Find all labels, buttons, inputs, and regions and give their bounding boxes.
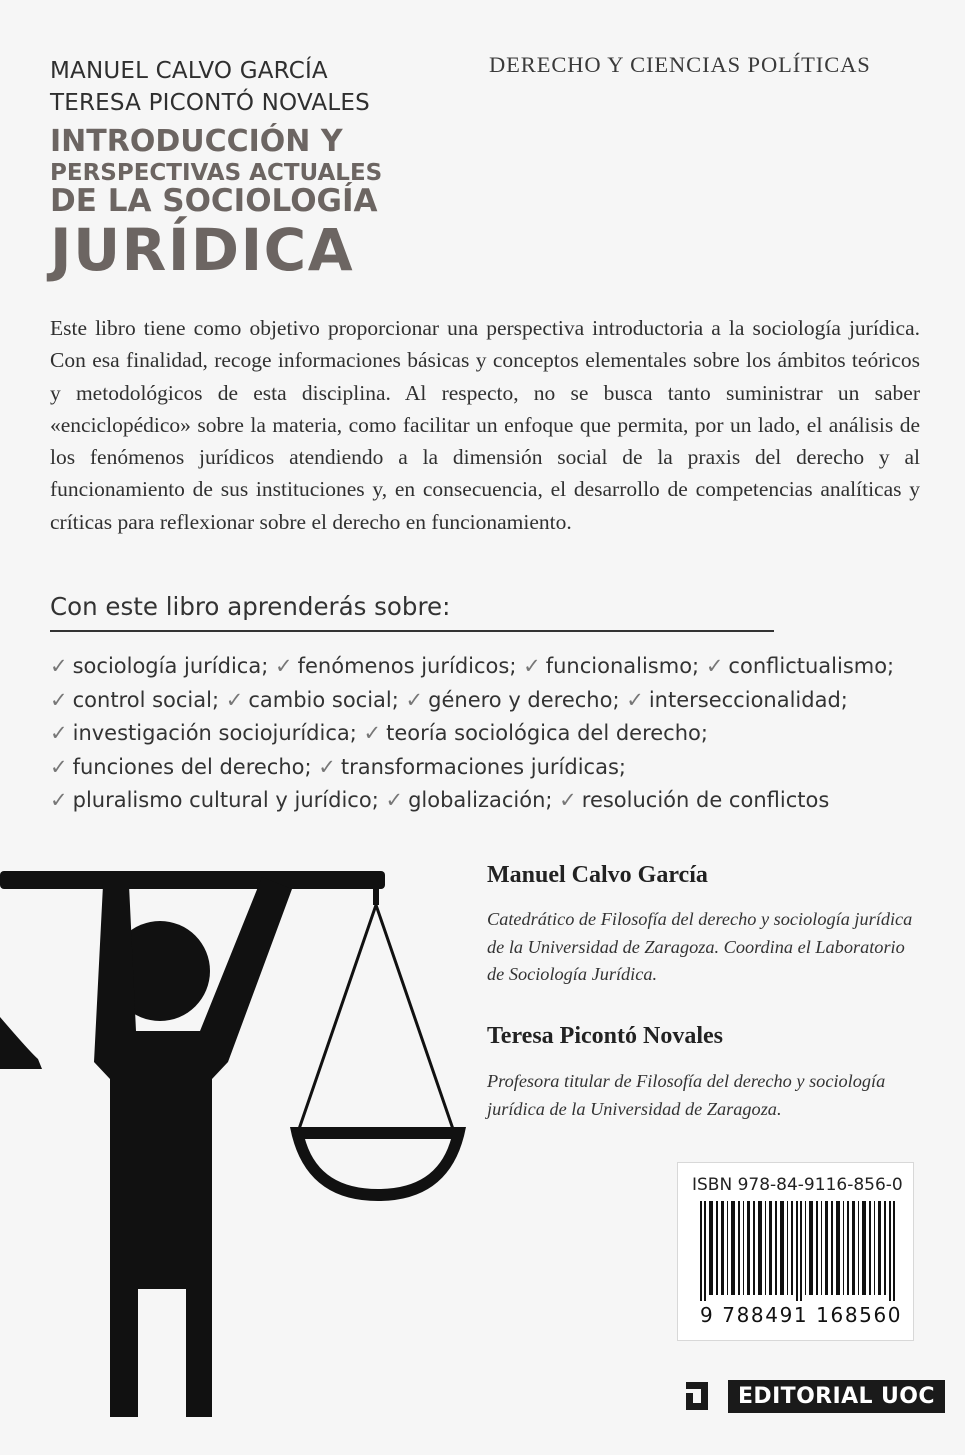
isbn-panel (677, 1162, 914, 1341)
checkmark-icon: ✓ (523, 654, 541, 678)
publisher-prefix: EDITORIAL (738, 1383, 873, 1409)
topic-label: resolución de conflictos (581, 788, 830, 813)
topic-item (385, 788, 552, 812)
publisher-brand: UOC (881, 1383, 935, 1409)
topic-item (50, 688, 219, 712)
checkmark-icon: ✓ (274, 654, 293, 678)
collection-name: DERECHO Y CIENCIAS POLÍTICAS (489, 52, 871, 77)
topic-item (364, 721, 708, 745)
checkmark-icon: ✓ (50, 788, 68, 813)
checkmark-icon: ✓ (225, 687, 244, 712)
author-name: MANUEL CALVO GARCÍA (50, 58, 328, 84)
heading-divider (50, 630, 774, 632)
book-title-line: DE LA SOCIOLOGÍA (50, 183, 378, 219)
topic-label: globalización; (408, 788, 553, 813)
checkmark-icon: ✓ (318, 754, 336, 779)
topic-item (226, 688, 399, 712)
person-holding-scale-icon (0, 857, 470, 1417)
uoc-logo-icon (680, 1376, 720, 1416)
topic-label: interseccionalidad; (648, 687, 848, 712)
bio-description: Catedrático de Filosofía del derecho y sociología jurídica de la Universidad de Zaragoza. Coordina el Laboratorio de Sociología Jurídica. (487, 909, 913, 984)
topic-item (50, 721, 357, 745)
topic-label: cambio social; (248, 687, 399, 712)
checkmark-icon: ✓ (705, 654, 724, 678)
publisher-name (728, 1380, 945, 1413)
topic-label: investigación sociojurídica; (72, 721, 357, 746)
topic-label: sociología jurídica; (72, 654, 269, 678)
topics-list (50, 650, 930, 818)
topic-label: fenómenos jurídicos; (297, 654, 517, 678)
checkmark-icon: ✓ (405, 687, 424, 712)
topic-item (275, 654, 516, 678)
topic-label: control social; (72, 687, 220, 712)
book-title-line: PERSPECTIVAS ACTUALES (50, 160, 383, 186)
topic-label: género y derecho; (428, 687, 620, 712)
isbn-label: ISBN 978-84-9116-856-0 (692, 1175, 903, 1195)
barcode-icon (698, 1201, 903, 1301)
checkmark-icon: ✓ (559, 788, 577, 813)
learn-heading: Con este libro aprenderás sobre: (50, 592, 451, 621)
topic-label: pluralismo cultural y jurídico; (72, 788, 379, 813)
topic-item (406, 688, 620, 712)
topic-item (559, 788, 829, 812)
checkmark-icon: ✓ (50, 654, 68, 678)
topic-item (318, 755, 626, 779)
checkmark-icon: ✓ (50, 687, 68, 712)
book-title-line: INTRODUCCIÓN Y (50, 124, 343, 159)
checkmark-icon: ✓ (363, 721, 382, 746)
topic-label: transformaciones jurídicas; (340, 754, 626, 779)
synopsis: Este libro tiene como objetivo proporcionar una perspectiva introductoria a la sociología jurídica. Con esa finalidad, recoge informaciones básicas y conceptos elementales sobre los ámbitos teóricos y metodológicos de esta disciplina. Al respecto, no se busca tanto suministrar un saber «enciclopédico» sobre la materia, como facilitar un enfoque que permita, por un lado, el análisis de los fenómenos jurídicos atendiendo a la dimensión social de la praxis del derecho y al funcionamiento de sus instituciones y, en consecuencia, el desarrollo de competencias analíticas y críticas para reflexionar sobre el derecho en funcionamiento. (50, 316, 920, 534)
author-name: TERESA PICONTÓ NOVALES (50, 90, 370, 116)
topic-label: conflictualismo; (728, 654, 895, 678)
publisher-logo (680, 1372, 945, 1420)
topic-item (626, 688, 848, 712)
topic-item (50, 654, 268, 678)
bio-author-name: Teresa Picontó Novales (487, 1023, 723, 1049)
topic-label: funciones del derecho; (72, 754, 312, 779)
book-title-line: JURÍDICA (50, 216, 355, 284)
topic-item (523, 654, 699, 678)
checkmark-icon: ✓ (50, 754, 68, 779)
bio-description: Profesora titular de Filosofía del derecho y sociología jurídica de la Universidad de Zaragoza. (487, 1071, 886, 1119)
topic-label: teoría sociológica del derecho; (386, 721, 708, 746)
bio-author-name: Manuel Calvo García (487, 862, 708, 888)
topic-item (50, 755, 312, 779)
barcode-digits: 9 788491 168560 (700, 1303, 903, 1327)
topic-item (706, 654, 894, 678)
checkmark-icon: ✓ (50, 721, 68, 746)
checkmark-icon: ✓ (626, 687, 644, 712)
topic-label: funcionalismo; (545, 654, 700, 678)
checkmark-icon: ✓ (385, 788, 404, 813)
topic-item (50, 788, 379, 812)
